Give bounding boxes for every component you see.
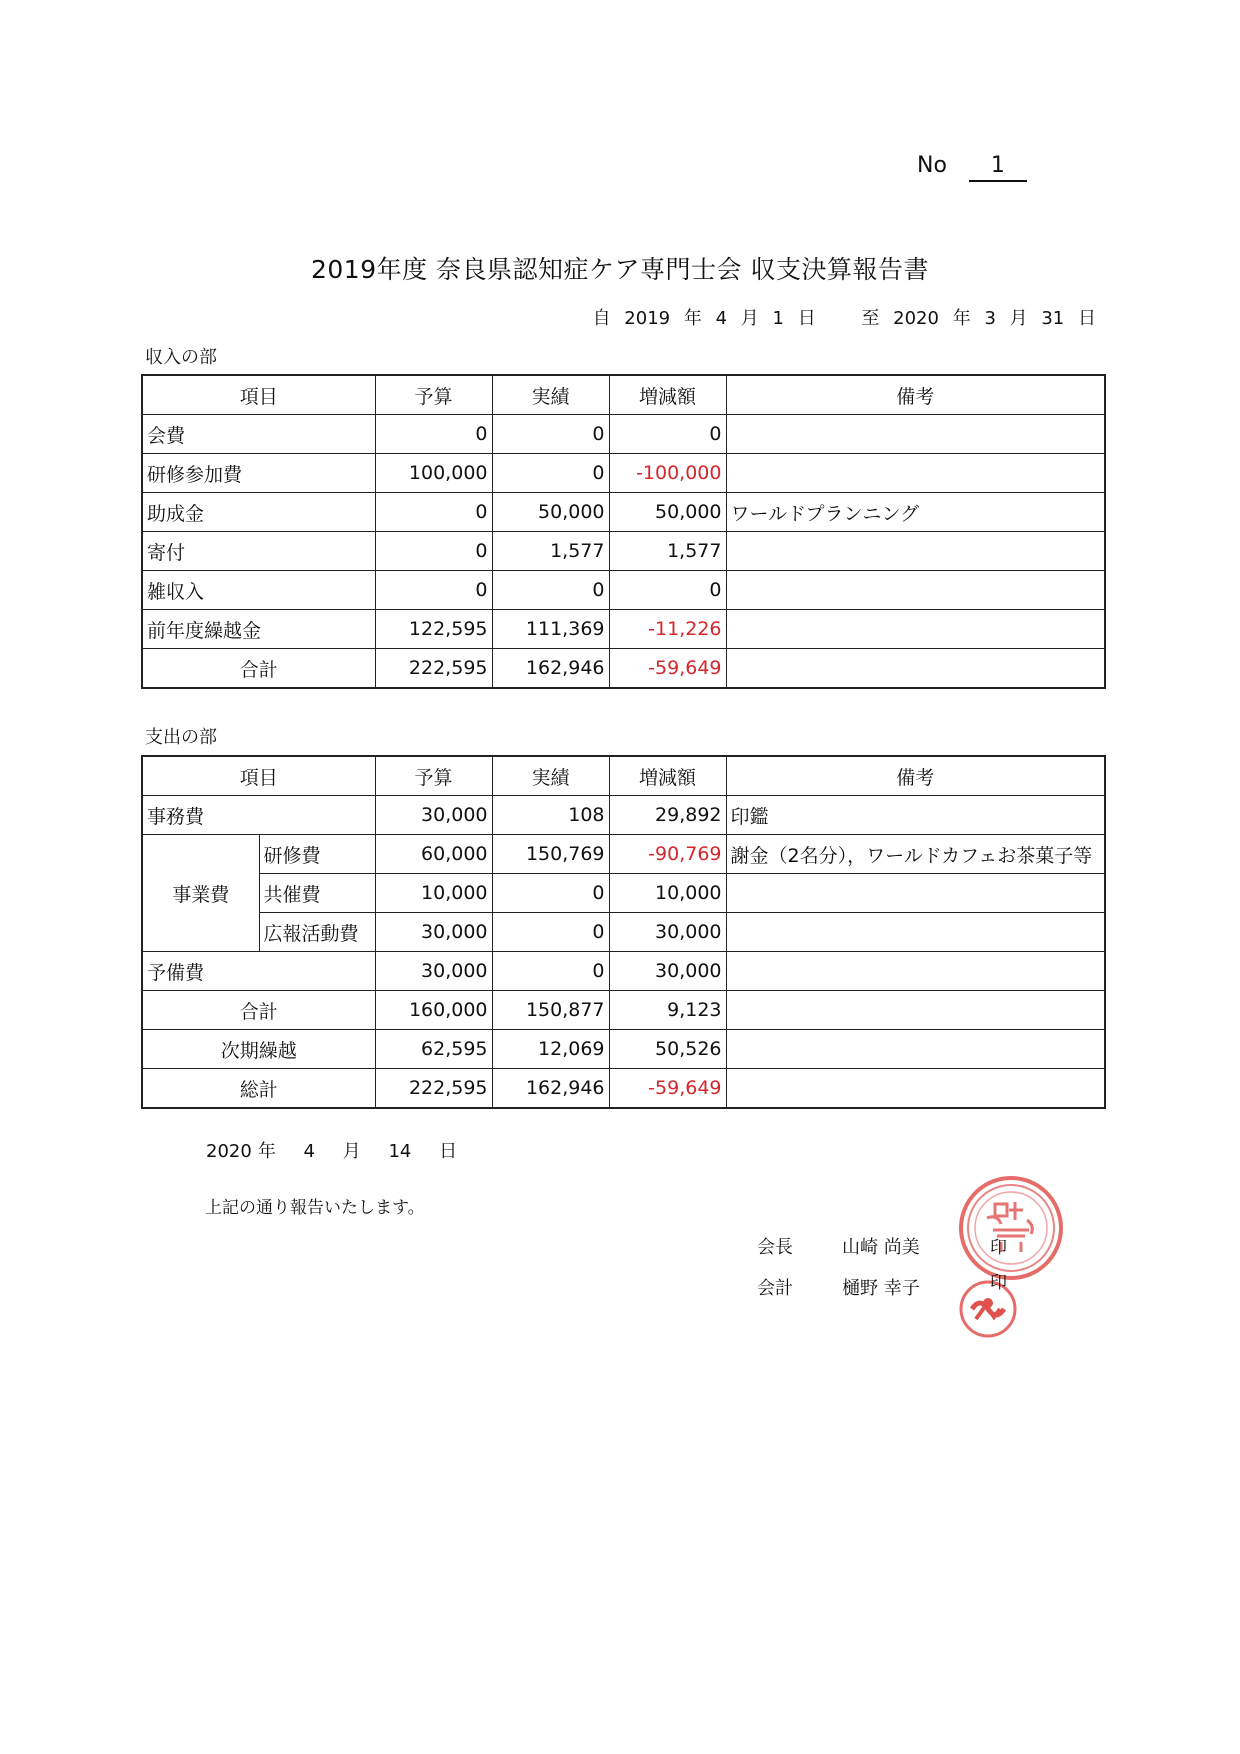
table-row (142, 493, 1105, 532)
header-diff: 増減額 (609, 756, 726, 796)
row-actual: 111,369 (492, 610, 609, 649)
income-total-row (142, 649, 1105, 689)
total-item: 合計 (142, 649, 375, 689)
row-budget: 0 (375, 532, 492, 571)
row-actual: 1,577 (492, 532, 609, 571)
row-budget: 30,000 (375, 952, 492, 991)
row-budget: 30,000 (375, 913, 492, 952)
row-note: ワールドプランニング (726, 493, 1105, 532)
header-actual: 実績 (492, 756, 609, 796)
grand-budget: 222,595 (375, 1069, 492, 1109)
carry-note (726, 1030, 1105, 1069)
expense-table (141, 755, 1106, 1109)
grand-item: 総計 (142, 1069, 375, 1109)
total-item: 合計 (142, 991, 375, 1030)
row-note (726, 454, 1105, 493)
accountant-role-label: 会計 (757, 1278, 793, 1299)
grand-total-row (142, 1069, 1105, 1109)
row-note (726, 913, 1105, 952)
row-note: 謝金（2名分），ワールドカフェお茶菓子等 (726, 835, 1105, 874)
row-budget: 0 (375, 415, 492, 454)
period-from-year: 2019 (624, 308, 671, 329)
row-item: 予備費 (142, 952, 375, 991)
expense-total-row (142, 991, 1105, 1030)
row-actual: 0 (492, 454, 609, 493)
row-diff: 30,000 (609, 952, 726, 991)
header-item: 項目 (142, 375, 375, 415)
row-item: 寄付 (142, 532, 375, 571)
row-budget: 30,000 (375, 796, 492, 835)
carry-forward-row (142, 1030, 1105, 1069)
row-actual: 150,769 (492, 835, 609, 874)
total-budget: 222,595 (375, 649, 492, 689)
project-group-label: 事業費 (142, 835, 259, 952)
row-item: 研修費 (259, 835, 375, 874)
carry-actual: 12,069 (492, 1030, 609, 1069)
row-note (726, 532, 1105, 571)
period-from-day: 1 (772, 308, 784, 329)
header-note: 備考 (726, 756, 1105, 796)
period-to-month: 3 (984, 308, 996, 329)
row-note: 印鑑 (726, 796, 1105, 835)
grand-note (726, 1069, 1105, 1109)
document-number-value: 1 (969, 153, 1027, 182)
row-budget: 122,595 (375, 610, 492, 649)
report-month-unit: 月 (342, 1141, 361, 1162)
header-actual: 実績 (492, 375, 609, 415)
row-diff: -90,769 (609, 835, 726, 874)
row-item: 前年度繰越金 (142, 610, 375, 649)
period-to-year: 2020 (893, 308, 939, 329)
row-note (726, 571, 1105, 610)
period-to-month-unit: 月 (1009, 308, 1028, 329)
period-from-label: 自 (592, 308, 611, 329)
header-note: 備考 (726, 375, 1105, 415)
chair-seal-stamp (957, 1174, 1065, 1282)
report-period (589, 304, 1100, 330)
header-diff: 増減額 (609, 375, 726, 415)
carry-budget: 62,595 (375, 1030, 492, 1069)
row-diff: 50,000 (609, 493, 726, 532)
row-item: 共催費 (259, 874, 375, 913)
period-from-year-unit: 年 (683, 308, 702, 329)
table-row (142, 796, 1105, 835)
row-diff: -100,000 (609, 454, 726, 493)
document-number-label: No (917, 153, 947, 178)
page-title: 2019年度 奈良県認知症ケア専門士会 収支決算報告書 (310, 255, 930, 284)
row-budget: 60,000 (375, 835, 492, 874)
row-actual: 50,000 (492, 493, 609, 532)
report-year-unit: 年 (257, 1141, 276, 1162)
row-actual: 0 (492, 913, 609, 952)
row-diff: 10,000 (609, 874, 726, 913)
period-to-year-unit: 年 (952, 308, 971, 329)
row-diff: -11,226 (609, 610, 726, 649)
accountant-seal-stamp (958, 1279, 1018, 1339)
row-actual: 0 (492, 874, 609, 913)
row-note (726, 415, 1105, 454)
row-budget: 0 (375, 493, 492, 532)
row-item: 事務費 (142, 796, 375, 835)
row-diff: 29,892 (609, 796, 726, 835)
period-from-month: 4 (715, 308, 728, 329)
total-diff: 9,123 (609, 991, 726, 1030)
chair-seal-mark: 印 (990, 1238, 1007, 1258)
accountant-name: 樋野 幸子 (842, 1278, 920, 1299)
row-diff: 0 (609, 571, 726, 610)
table-row (142, 835, 1105, 874)
period-to-day: 31 (1041, 308, 1065, 329)
row-item: 会費 (142, 415, 375, 454)
header-item: 項目 (142, 756, 375, 796)
row-item: 雑収入 (142, 571, 375, 610)
period-from-day-unit: 日 (797, 308, 816, 329)
row-actual: 0 (492, 415, 609, 454)
table-header-row (142, 375, 1105, 415)
row-diff: 1,577 (609, 532, 726, 571)
carry-item: 次期繰越 (142, 1030, 375, 1069)
table-row (142, 913, 1105, 952)
table-header-row (142, 756, 1105, 796)
accountant-seal-mark: 印 (990, 1273, 1007, 1293)
row-item: 助成金 (142, 493, 375, 532)
grand-diff: -59,649 (609, 1069, 726, 1109)
report-statement: 上記の通り報告いたします。 (205, 1198, 425, 1218)
row-diff: 30,000 (609, 913, 726, 952)
period-to-day-unit: 日 (1078, 308, 1096, 329)
row-actual: 108 (492, 796, 609, 835)
row-budget: 10,000 (375, 874, 492, 913)
row-actual: 0 (492, 571, 609, 610)
total-note (726, 649, 1105, 689)
chair-name: 山崎 尚美 (842, 1237, 920, 1258)
row-item: 広報活動費 (259, 913, 375, 952)
row-note (726, 952, 1105, 991)
table-row (142, 874, 1105, 913)
row-item: 研修参加費 (142, 454, 375, 493)
report-year: 2020 (206, 1141, 252, 1162)
period-to-label: 至 (861, 308, 880, 329)
table-row (142, 454, 1105, 493)
income-table (141, 374, 1106, 689)
row-budget: 100,000 (375, 454, 492, 493)
table-row (142, 571, 1105, 610)
total-note (726, 991, 1105, 1030)
row-diff: 0 (609, 415, 726, 454)
total-actual: 162,946 (492, 649, 609, 689)
report-month: 4 (303, 1141, 315, 1162)
header-budget: 予算 (375, 756, 492, 796)
chair-role-label: 会長 (757, 1237, 793, 1258)
row-note (726, 874, 1105, 913)
table-row (142, 532, 1105, 571)
period-from-month-unit: 月 (740, 308, 759, 329)
row-note (726, 610, 1105, 649)
report-date (206, 1137, 479, 1163)
header-budget: 予算 (375, 375, 492, 415)
total-actual: 150,877 (492, 991, 609, 1030)
income-section-label: 収入の部 (145, 347, 217, 368)
document-number (917, 153, 1027, 182)
carry-diff: 50,526 (609, 1030, 726, 1069)
table-row (142, 610, 1105, 649)
report-day: 14 (388, 1141, 412, 1162)
grand-actual: 162,946 (492, 1069, 609, 1109)
table-row (142, 415, 1105, 454)
table-row (142, 952, 1105, 991)
expense-section-label: 支出の部 (145, 727, 217, 748)
row-actual: 0 (492, 952, 609, 991)
total-budget: 160,000 (375, 991, 492, 1030)
row-budget: 0 (375, 571, 492, 610)
report-day-unit: 日 (439, 1141, 458, 1162)
total-diff: -59,649 (609, 649, 726, 689)
